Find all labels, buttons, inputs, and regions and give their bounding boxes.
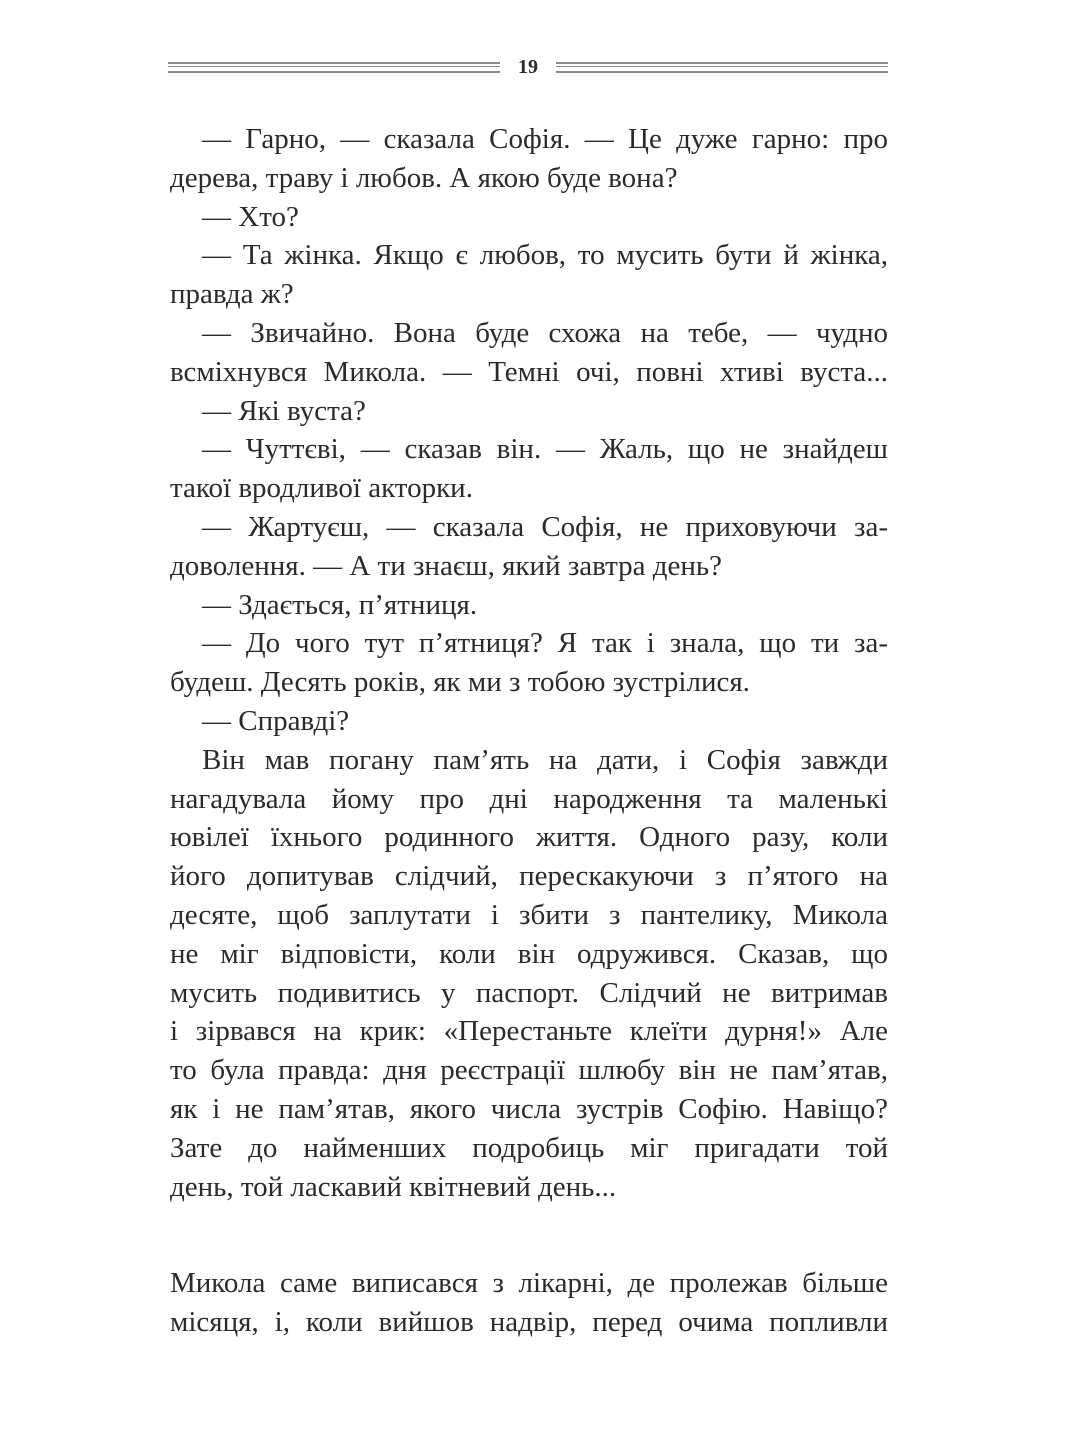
text-line: нагадувала йому про дні народження та маленькі [170,782,888,815]
text-line: — Здається, п’ятниця. [202,588,478,621]
text-line: такої вродливої акторки. [170,472,473,505]
text-line: — Жартуєш, — сказала Софія, не приховуючи за- [202,510,888,543]
text-line: не міг відповісти, коли він одружився. Сказав, що [170,937,888,970]
text-line: будеш. Десять років, як ми з тобою зустрілися. [170,666,750,699]
text-line: — Справді? [202,704,350,737]
header-rule-right [556,62,888,73]
text-section-dialogue [170,120,888,1206]
page-body [170,120,888,1342]
text-line: день, той ласкавий квітневий день... [170,1170,617,1203]
text-line: Микола саме виписався з лікарні, де пролежав більше [170,1267,888,1300]
text-line: — Хто? [202,200,299,233]
text-line: — Та жінка. Якщо є любов, то мусить бути й жінка, [202,239,888,272]
text-line: — До чого тут п’ятниця? Я так і знала, що ти за- [202,627,888,660]
page-header [168,52,888,82]
text-line: десяте, щоб заплутати і збити з пантелику, Микола [170,898,888,931]
text-line: мусить подивитись у паспорт. Слідчий не витримав [170,976,888,1009]
page-number: 19 [518,55,538,78]
text-line: Зате до найменших подробиць міг пригадати той [170,1131,888,1164]
text-line: як і не пам’ятав, якого числа зустрів Софію. Навіщо? [170,1092,888,1125]
text-line: місяця, і, коли вийшов надвір, перед очима попливли [170,1306,888,1339]
text-line: дерева, траву і любов. А якою буде вона? [170,161,678,194]
text-section-narrative [170,1264,888,1342]
text-line: — Гарно, — сказала Софія. — Це дуже гарно: про [202,123,888,155]
text-line: ювілеї їхнього родинного життя. Одного разу, коли [170,821,888,854]
text-line: — Звичайно. Вона буде схожа на тебе, — чудно [202,316,888,349]
text-line: — Які вуста? [202,394,366,427]
section-break [170,1206,888,1264]
text-line: то була правда: дня реєстрації шлюбу він не пам’ятав, [170,1054,888,1087]
text-line: і зірвався на крик: «Перестаньте клеїти дурня!» Але [170,1015,888,1048]
text-line: його допитував слідчий, перескакуючи з п’ятого на [170,860,888,893]
text-line: — Чуттєві, — сказав він. — Жаль, що не знайдеш [202,433,888,466]
text-line: всміхнувся Микола. — Темні очі, повні хтиві вуста... [170,355,888,388]
text-line: правда ж? [170,278,294,311]
text-line: Він мав погану пам’ять на дати, і Софія завжди [202,743,888,776]
header-rule-left [168,62,500,73]
text-line: доволення. — А ти знаєш, який завтра день? [170,549,723,582]
